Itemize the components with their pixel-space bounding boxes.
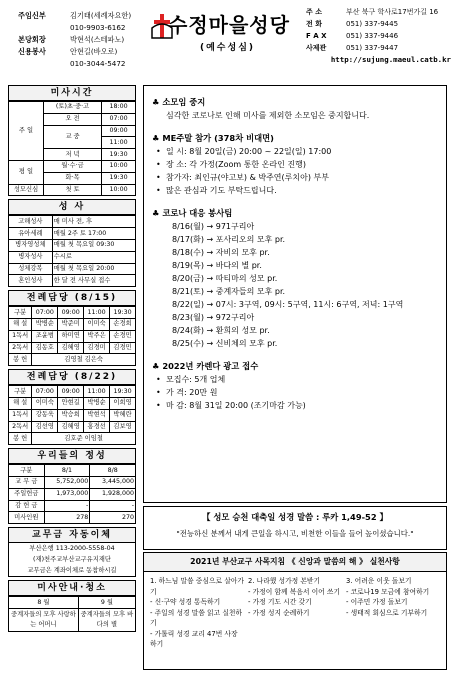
sacraments-table [8, 215, 136, 287]
bible-text: "전능하신 분께서 내게 큰일을 하시고, 비천한 이들을 들어 높이셨습니다." [176, 529, 414, 538]
header-value: 010-9903-6162 [70, 23, 126, 32]
offering-head: 8/1 [44, 465, 90, 477]
transfer-line: (재)천주교부산교구유지재단 [33, 556, 111, 564]
mass-cell: 월·수·금 [44, 160, 102, 172]
sacrament-time: 수시로 [52, 251, 135, 263]
duty-role: 봉 헌 [9, 354, 32, 366]
mass-cell: 19:30 [102, 149, 136, 161]
transfer-line: 교무금은 계좌이체로 동참하시길 [27, 567, 117, 575]
header-label [18, 58, 70, 70]
duty-row [9, 421, 136, 433]
schedule-line: 8/22(일) → 07시: 3구역, 09시: 5구역, 11시: 6구역, 저녁: 1구역 [172, 300, 404, 309]
offering-row [9, 476, 136, 488]
header-label [306, 54, 331, 66]
theme-item: 1. 하느님 말씀 중심으로 살아가기 [150, 577, 244, 596]
duty-role: 2독서 [9, 342, 32, 354]
duty-cell: 안현길 [58, 397, 84, 409]
header-left-row [18, 34, 148, 46]
mass-title: 미사시간 [8, 85, 136, 101]
duty-cell: 김선영 [32, 421, 58, 433]
notices-box [143, 85, 447, 503]
header-label: 전 화 [306, 20, 322, 28]
left-sidebar [8, 85, 136, 670]
duty-cell: 김혜영 [58, 342, 84, 354]
sacrament-row [9, 275, 136, 287]
header-value: 부산 북구 학사로17번가길 16 [346, 8, 439, 16]
pastoral-theme-box [143, 552, 447, 670]
duty-head: 11:00 [84, 386, 110, 398]
offering-cell: - [44, 500, 90, 512]
offering-cell: 1,928,000 [90, 488, 136, 500]
duty-row [9, 409, 136, 421]
header-right [306, 6, 451, 66]
notice-title: ♣ 코로나 대응 봉사팀 [152, 208, 233, 218]
duty-role: 해 설 [9, 318, 32, 330]
duty-cell: 박혜란 [110, 409, 136, 421]
theme-item: - 가정이 함께 복음서 이어 쓰기 [248, 587, 341, 596]
sacraments-title: 성 사 [8, 199, 136, 215]
duty-role: 1독서 [9, 409, 32, 421]
sacrament-name: 유아세례 [9, 228, 53, 240]
duty-head-row [9, 307, 136, 319]
duty-cell: 박현석 [84, 409, 110, 421]
notice-item: • 장 소: 각 가정(Zoom 통한 온라인 진행) [152, 158, 438, 171]
schedule-line: 8/19(목) → 바다의 별 pr. [172, 261, 262, 270]
theme-item: - 신·구약 성경 통독하기 [150, 598, 221, 606]
theme-item: 2. 나라했 성가정 본받기 [248, 577, 321, 585]
offering-cell: 5,752,000 [44, 476, 90, 488]
duty-cell: 박병순 [84, 397, 110, 409]
duty2-table [8, 385, 136, 445]
schedule-line: 8/23(월) → 972구리아 [172, 313, 255, 322]
mass-cell: 18:00 [102, 102, 136, 114]
header-value: 051) 337-9445 [346, 20, 399, 28]
offering-row [9, 488, 136, 500]
mass-cell: 화·목 [44, 172, 102, 184]
mass-cell: 첫 토 [44, 184, 102, 196]
duty-row [9, 330, 136, 342]
notice-title: ♣ 소모임 중지 [152, 97, 206, 107]
duty-cell: 김경민 [110, 342, 136, 354]
cleaning-head: 9 월 [78, 597, 135, 609]
duty-row [9, 433, 136, 445]
theme-item: - 가정 기도 시간 갖기 [248, 598, 312, 606]
duty-cell: 손경민 [110, 330, 136, 342]
mass-table [8, 101, 136, 196]
duty-cell: 홍경선 [84, 421, 110, 433]
mass-cell: 19:30 [102, 172, 136, 184]
website-url: http://sujung.maeul.catb.kr [330, 55, 451, 64]
sacrament-name: 병자영성체 [9, 239, 53, 251]
schedule-line: 8/18(수) → 자비의 모후 pr. [172, 248, 270, 257]
offering-cell: 278 [44, 512, 90, 524]
duty-cell: 박준미 [58, 318, 84, 330]
duty-row [9, 318, 136, 330]
duty-head: 11:00 [84, 307, 110, 319]
header-left-row [18, 58, 148, 70]
bible-box [143, 506, 447, 550]
transfer-box [8, 543, 136, 577]
duty-row [9, 342, 136, 354]
duty-cell: 김경미 [84, 342, 110, 354]
sacrament-row [9, 251, 136, 263]
theme-item: - 이주민 가정 돌보기 [346, 598, 408, 606]
header-label: 주 소 [306, 8, 322, 16]
header-right-row [306, 54, 451, 66]
sacrament-row [9, 239, 136, 251]
duty-cell: 김혜영 [58, 421, 84, 433]
schedule-line: 8/17(화) → 포사리오의 모후 pr. [172, 235, 286, 244]
notice-item: • 모집수: 5개 업체 [152, 373, 438, 386]
duty-head: 07:00 [32, 386, 58, 398]
parish-subtitle: (예수성심) [200, 43, 256, 53]
offering-row [9, 512, 136, 524]
sacrament-name: 혼인성사 [9, 275, 53, 287]
header-right-row [306, 30, 451, 42]
offering-title: 우리들의 정성 [8, 448, 136, 464]
duty-cell: 이미숙 [32, 397, 58, 409]
duty-role: 1독서 [9, 330, 32, 342]
header-right-row [306, 42, 451, 54]
sacrament-name: 성체강복 [9, 263, 53, 275]
header-label: 사제관 [306, 44, 327, 52]
cleaning-title: 미사안내·청소 [8, 580, 136, 596]
mass-cell: 10:00 [102, 184, 136, 196]
theme-title: 2021년 부산교구 사목지침 《 신앙과 말씀의 해 》 실천사항 [144, 553, 446, 572]
header-left-row [18, 10, 148, 22]
cleaning-cell: 중계자들의 모후 사랑하는 어머니 [9, 608, 79, 631]
header-value: 010-3044-5472 [70, 59, 126, 68]
transfer-line: 부산은행 113-2000-5558-04 [29, 545, 115, 553]
offering-cell: 교 무 금 [9, 476, 45, 488]
header-left-row [18, 22, 148, 34]
sacrament-name: 고해성사 [9, 216, 53, 228]
duty-cell: 이희영 [110, 397, 136, 409]
duty-role: 해 설 [9, 397, 32, 409]
offering-head-row [9, 465, 136, 477]
offering-cell: 미사인원 [9, 512, 45, 524]
offering-cell: 270 [90, 512, 136, 524]
duty-head: 07:00 [32, 307, 58, 319]
duty-cell: 조윤범 [32, 330, 58, 342]
theme-columns [144, 572, 446, 654]
duty-offertory: 김호준 이임철 [32, 433, 136, 445]
sacrament-time: 매 미사 전, 후 [52, 216, 135, 228]
header-label: F A X [306, 32, 327, 40]
duty-head: 19:30 [110, 307, 136, 319]
theme-item: - 생태적 회심으로 기부하기 [346, 608, 428, 617]
sacrament-row [9, 263, 136, 275]
notice-item: • 일 시: 8월 20일(금) 20:00 ~ 22일(일) 17:00 [152, 145, 438, 158]
header-value: 김기태(세례자요한) [70, 11, 132, 20]
offering-table [8, 464, 136, 524]
offering-cell: 1,973,000 [44, 488, 90, 500]
mass-cell: (토)초·중·고 [44, 102, 102, 114]
offering-cell: 3,445,000 [90, 476, 136, 488]
mass-cell: 교 중 [44, 125, 102, 149]
header-left [18, 10, 148, 70]
duty-head-row [9, 386, 136, 398]
theme-column [148, 576, 246, 650]
sacrament-name: 병자성사 [9, 251, 53, 263]
duty-head: 19:30 [110, 386, 136, 398]
sacrament-time: 한 달 전 사무실 접수 [52, 275, 135, 287]
theme-item: - 코로나19 모금에 참여하기 [346, 587, 430, 596]
mass-sunday-label: 주 일 [9, 102, 44, 161]
offering-row [9, 500, 136, 512]
sacrament-row [9, 228, 136, 240]
duty1-title: 전례담당 (8/15) [8, 290, 136, 306]
duty-cell: 강동욱 [32, 409, 58, 421]
mass-cell: 오 전 [44, 113, 102, 125]
notice-body: 심각한 코로나로 인해 미사를 제외한 소모임은 중지합니다. [166, 111, 370, 120]
duty-role: 2독서 [9, 421, 32, 433]
theme-item: - 가톨릭 성경 교리 47번 사장하기 [150, 629, 238, 648]
header-value: 051) 337-9446 [346, 32, 399, 40]
mass-cell: 저 녁 [44, 149, 102, 161]
duty-cell: 하미연 [58, 330, 84, 342]
schedule-line: 8/25(수) → 신비체의 모후 pr. [172, 339, 278, 348]
offering-cell: 주일헌금 [9, 488, 45, 500]
bible-title: 【 성모 승천 대축일 성경 말씀 : 루카 1,49-52 】 [202, 512, 388, 522]
notice-title: ♣ 2022년 카렌다 광고 접수 [152, 361, 259, 371]
theme-column [344, 576, 442, 650]
schedule-line: 8/16(월) → 971구리아 [172, 222, 255, 231]
notice-item: • 마 감: 8월 31일 20:00 (조기마감 가능) [152, 399, 438, 412]
duty-head: 09:00 [58, 386, 84, 398]
duty-head: 구분 [9, 307, 32, 319]
header-label: 주임신부 [18, 11, 46, 20]
theme-item: - 가정 성지 순례하기 [248, 608, 310, 617]
schedule-line: 8/24(화) → 환희의 성모 pr. [172, 326, 270, 335]
duty-cell: 김동호 [32, 342, 58, 354]
cleaning-cell: 중계자들의 모후 바다의 별 [78, 608, 135, 631]
header-value: 051) 337-9447 [346, 44, 399, 52]
notice-item: • 가 격: 20만 원 [152, 386, 438, 399]
duty-head: 09:00 [58, 307, 84, 319]
sacrament-row [9, 216, 136, 228]
sacrament-time: 매월 2주 토 17:00 [52, 228, 135, 240]
duty-offertory: 김영철 김은숙 [32, 354, 136, 366]
duty-cell: 박병순 [32, 318, 58, 330]
header-value: 안현길(바오로) [70, 47, 118, 56]
duty-cell: 박승희 [58, 409, 84, 421]
notice-item: • 많은 관심과 기도 부탁드립니다. [152, 184, 438, 197]
duty-cell: 박주은 [84, 330, 110, 342]
mass-cell: 성모신심 [9, 184, 44, 196]
header-right-row [306, 18, 451, 30]
theme-item: - 주일의 성경 말씀 읽고 실천하기 [150, 608, 243, 627]
duty-cell: 손경희 [110, 318, 136, 330]
duty-row [9, 354, 136, 366]
offering-cell: 감 헌 금 [9, 500, 45, 512]
mass-cell: 11:00 [102, 137, 136, 149]
cleaning-head: 8 월 [9, 597, 79, 609]
notice-item: • 참가자: 최인규(야고보) & 박주연(루치아) 부부 [152, 171, 438, 184]
theme-item: 3. 어려운 이웃 돌보기 [346, 577, 412, 585]
duty-role: 봉 헌 [9, 433, 32, 445]
header-right-row [306, 6, 451, 18]
duty-cell: 김보영 [110, 421, 136, 433]
mass-cell: 09:00 [102, 125, 136, 137]
schedule-line: 8/20(금) → 따티마의 성모 pr. [172, 274, 278, 283]
header-label: 신용봉사 [18, 47, 46, 56]
notice-title: ♣ ME주말 참가 (378차 비대면) [152, 133, 274, 143]
header-label: 본당회장 [18, 35, 46, 44]
duty1-table [8, 306, 136, 366]
mass-cell: 07:00 [102, 113, 136, 125]
offering-cell: - [90, 500, 136, 512]
header-value: 박현석(스테파노) [70, 35, 125, 44]
cleaning-table [8, 596, 136, 632]
duty2-title: 전례담당 (8/22) [8, 369, 136, 385]
header-label [18, 22, 70, 34]
theme-column [246, 576, 344, 650]
transfer-title: 교무금 자동이체 [8, 527, 136, 543]
sacrament-time: 매월 첫 목요일 09:30 [52, 239, 135, 251]
mass-cell: 10:00 [102, 160, 136, 172]
parish-title: 수정마을성당 [168, 13, 290, 37]
duty-row [9, 397, 136, 409]
duty-cell: 이미숙 [84, 318, 110, 330]
schedule-line: 8/21(토) → 중계자들의 모후 pr. [172, 287, 286, 296]
duty-head: 구분 [9, 386, 32, 398]
offering-head: 구분 [9, 465, 45, 477]
offering-head: 8/8 [90, 465, 136, 477]
mass-weekday-label: 평 일 [9, 160, 44, 184]
sacrament-time: 매월 첫 목요일 20:00 [52, 263, 135, 275]
header-left-row [18, 46, 148, 58]
